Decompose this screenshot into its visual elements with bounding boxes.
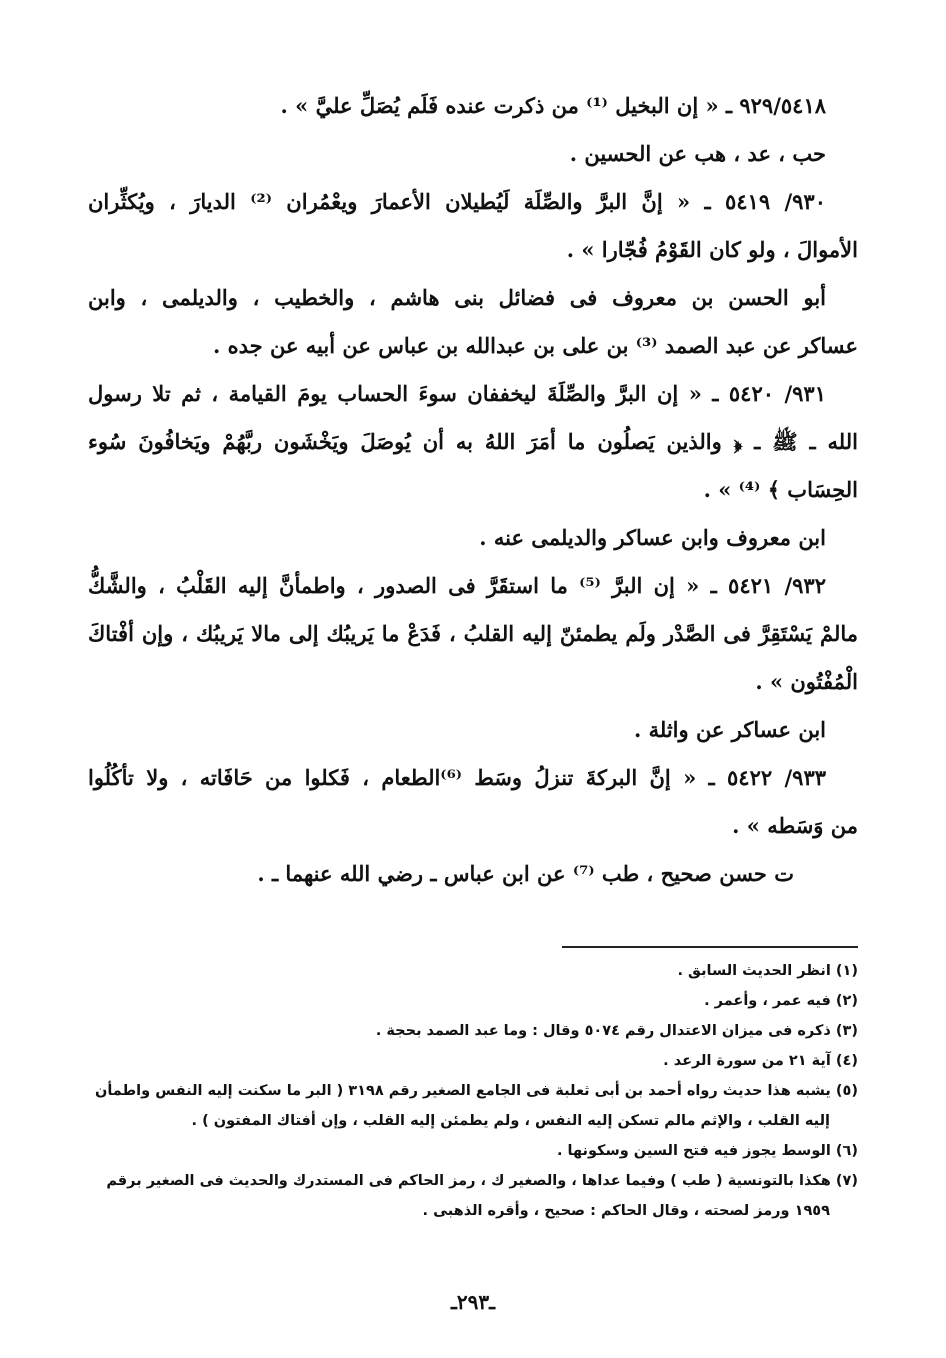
hadith-931-line-1: ٩٣١/ ٥٤٢٠ ـ « إن البرَّ والصِّلَةَ ليخففان سوءَ الحساب يومَ القيامة ، ثم تلا رسول — [88, 381, 826, 406]
hadith-930-source-line-2: عساكر عن عبد الصمد ⁽³⁾ بن على بن عبدالله بن عباس عن أبيه عن جده . — [213, 333, 858, 358]
footnote-5-continuation: إليه القلب ، والإثم مالم تسكن إليه النفس ، ولم يطمئن إليه القلب ، وإن أفتاك المفتون ) . — [191, 1113, 830, 1129]
hadith-933-line-2: من وَسَطه » . — [732, 813, 858, 838]
hadith-929-line-1: ٩٢٩/٥٤١٨ ـ « إن البخيل ⁽¹⁾ من ذكرت عنده فَلَم يُصَلِّ عليَّ » . — [280, 93, 826, 118]
hadith-933-line-1: ٩٣٣/ ٥٤٢٢ ـ « إنَّ البركةَ تنزلُ وسَط ⁽⁶⁾الطعام ، فَكلوا من حَافَاته ، ولا تأكُلُوا — [88, 765, 827, 790]
hadith-930-line-1: ٩٣٠/ ٥٤١٩ ـ « إنَّ البرَّ والصِّلَة لَيُطيلان الأعمارَ ويعْمُران ⁽²⁾ الديارَ ، ويُكثِّران — [88, 189, 826, 214]
main-text — [88, 82, 858, 898]
footnote-1: (١) انظر الحديث السابق . — [677, 963, 858, 979]
footnote-7-continuation: ١٩٥٩ ورمز لصحته ، وقال الحاكم : صحيح ، وأقره الذهبى . — [422, 1203, 830, 1219]
hadith-930-line-2: الأموالَ ، ولو كان القَوْمُ فُجّارا » . — [566, 237, 858, 262]
hadith-931-line-2: الله ـ ﷺ ـ ﴿ والذين يَصلُون ما أمَرَ اللهُ به أن يُوصَلَ ويَخْشَون ربَّهُمْ ويَخافُونَ سُوء — [88, 429, 858, 454]
footnote-6: (٦) الوسط يجوز فيه فتح السين وسكونها . — [556, 1143, 858, 1159]
hadith-930-source-line-1: أبو الحسن بن معروف فى فضائل بنى هاشم ، والخطيب ، والديلمى ، وابن — [88, 285, 826, 310]
footnote-2: (٢) فيه عمر ، وأعمر . — [704, 993, 858, 1009]
footnotes — [88, 956, 858, 1226]
hadith-929-source: حب ، عد ، هب عن الحسين . — [569, 141, 826, 166]
hadith-932-source: ابن عساكر عن واثلة . — [633, 717, 826, 742]
page-number: ـ٢٩٣ـ — [451, 1290, 495, 1314]
footnote-5: (٥) يشبه هذا حديث رواه أحمد بن أبى ثعلبة فى الجامع الصغير رقم ٣١٩٨ ( البر ما سكنت إليه النفس واطمأن — [94, 1083, 858, 1099]
footnote-7: (٧) هكذا بالتونسية ( طب ) وفيما عداها ، والصغير ك ، رمز الحاكم فى المستدرك والحديث فى الصغير برقم — [106, 1173, 858, 1189]
footnote-separator — [562, 946, 858, 948]
footnote-4: (٤) آية ٢١ من سورة الرعد . — [663, 1053, 858, 1069]
hadith-932-line-1: ٩٣٢/ ٥٤٢١ ـ « إن البرَّ ⁽⁵⁾ ما استقَرَّ فى الصدور ، واطمأنَّ إليه القَلْبُ ، والشَّكُّ — [88, 573, 826, 598]
hadith-933-source: ت حسن صحيح ، طب ⁽⁷⁾ عن ابن عباس ـ رضي الله عنهما ـ . — [257, 861, 794, 886]
hadith-932-line-2: مالمْ يَسْتَقِرَّ فى الصَّدْر ولَم يطمئنّ إليه القلبُ ، فَدَعْ ما يَريبُك إلى مالا يَريبُك ، وإن أفْتاكَ — [88, 621, 858, 646]
hadith-932-line-3: الْمُفْتُون » . — [755, 669, 858, 694]
hadith-931-line-3: الحِسَاب ﴾ ⁽⁴⁾ » . — [703, 477, 858, 502]
hadith-931-source: ابن معروف وابن عساكر والديلمى عنه . — [479, 525, 826, 550]
footnote-3: (٣) ذكره فى ميزان الاعتدال رقم ٥٠٧٤ وقال : وما عبد الصمد بحجة . — [375, 1023, 858, 1039]
